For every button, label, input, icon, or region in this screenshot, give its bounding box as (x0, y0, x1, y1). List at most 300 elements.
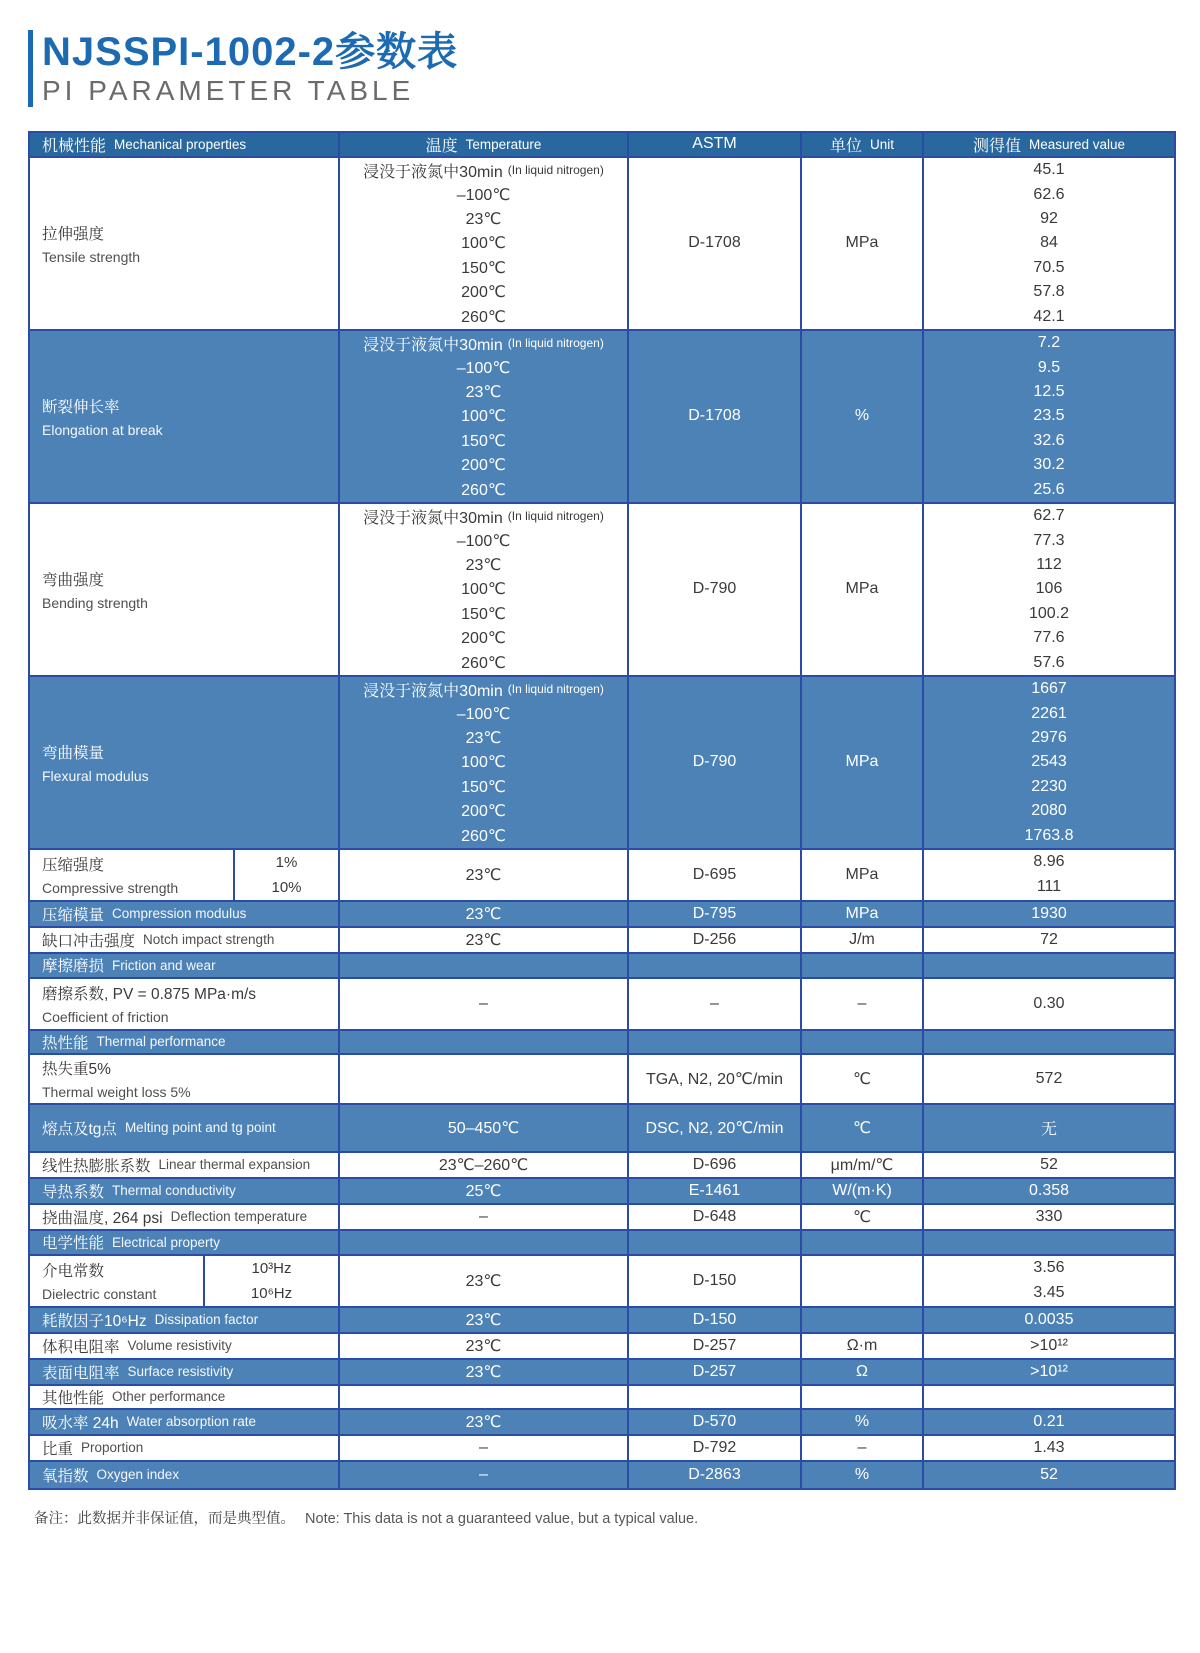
astm-cell (629, 1386, 802, 1408)
table-line: 92 (1040, 210, 1058, 228)
astm-cell (629, 1462, 802, 1488)
table-row (30, 504, 1174, 677)
table-line: –100℃ (456, 359, 511, 377)
property-zh: 断裂伸长率 (42, 398, 120, 416)
table-row (30, 1256, 1174, 1308)
measured-value-cell (924, 1410, 1174, 1434)
measured-value-cell (924, 1256, 1174, 1306)
measured-value: >10¹² (1030, 1362, 1068, 1380)
property-cell (30, 504, 340, 675)
temperature-cell (340, 850, 629, 900)
unit-cell (802, 1436, 924, 1460)
unit-cell (802, 331, 924, 502)
property-cell (30, 850, 340, 900)
property-en: Proportion (81, 1440, 144, 1456)
unit-cell (802, 1308, 924, 1332)
temperature-value: 23℃–260℃ (438, 1156, 529, 1174)
astm-value: – (710, 994, 719, 1012)
title-block (28, 30, 1200, 107)
astm-cell (629, 1031, 802, 1053)
section-label-cell (30, 1386, 340, 1408)
property-cell (30, 1410, 340, 1434)
temperature-value: – (479, 994, 488, 1012)
property-en: Tensile strength (42, 248, 141, 265)
measured-value-cell (924, 1205, 1174, 1229)
property-zh: 挠曲温度, 264 psi (42, 1209, 163, 1227)
table-line: 77.3 (1033, 531, 1065, 549)
table-row (30, 954, 1174, 979)
temperature-cell (340, 954, 629, 977)
measured-value-cell (924, 1179, 1174, 1203)
line-note: (In liquid nitrogen) (507, 509, 604, 524)
line-main: 浸没于液氮中30min (363, 163, 503, 181)
table-line: –100℃ (456, 532, 511, 550)
unit-cell (802, 850, 924, 900)
measured-value: 330 (1035, 1207, 1063, 1225)
table-line: 150℃ (461, 778, 506, 796)
property-cell (30, 1179, 340, 1203)
measured-value-cell (924, 954, 1174, 977)
section-label-cell (30, 1231, 340, 1254)
measured-value-cell (924, 1462, 1174, 1488)
temperature-cell (340, 158, 629, 329)
footer-note (34, 1507, 1200, 1528)
property-en: Notch impact strength (143, 932, 275, 948)
measured-value-cell (924, 850, 1174, 900)
table-row (30, 1436, 1174, 1462)
unit-value: – (857, 1438, 867, 1456)
temperature-lines (340, 158, 627, 329)
table-line: 12.5 (1033, 383, 1065, 401)
header-measured-zh: 测得值 (972, 137, 1021, 155)
measured-value-cell (924, 1436, 1174, 1460)
temperature-value: 23℃ (465, 1413, 502, 1431)
property-en: Thermal conductivity (112, 1183, 236, 1199)
table-line: 200℃ (461, 457, 506, 475)
table-line: 100.2 (1028, 604, 1070, 622)
astm-cell (629, 1231, 802, 1254)
astm-value: TGA, N2, 20℃/min (645, 1070, 784, 1088)
table-header-row (30, 133, 1174, 158)
property-en: Coefficient of friction (42, 1009, 169, 1026)
property-zh: 氧指数 (42, 1467, 89, 1485)
property-cell (30, 979, 340, 1029)
astm-value: D-695 (692, 865, 737, 883)
temperature-cell (340, 677, 629, 848)
temperature-value: 23℃ (465, 905, 502, 923)
property-en: Water absorption rate (126, 1414, 256, 1430)
property-zh: 介电常数 (42, 1263, 105, 1281)
header-temperature-en: Temperature (465, 136, 542, 152)
astm-cell (629, 1055, 802, 1103)
property-en: Linear thermal expansion (158, 1157, 311, 1173)
table-row (30, 158, 1174, 331)
property-zh: 熔点及tg点 (42, 1120, 117, 1138)
astm-value: D-795 (692, 904, 737, 922)
table-line: 106 (1035, 580, 1063, 598)
table-row (30, 979, 1174, 1031)
astm-cell (629, 850, 802, 900)
header-temperature-zh: 温度 (425, 137, 458, 155)
measured-value: 52 (1040, 1155, 1058, 1173)
table-line: 23.5 (1033, 407, 1065, 425)
temperature-cell (340, 1205, 629, 1229)
header-col-unit (802, 133, 924, 156)
measured-value-cell (924, 1308, 1174, 1332)
table-line (340, 158, 627, 182)
table-row (30, 1105, 1174, 1153)
unit-cell (802, 158, 924, 329)
table-line: 260℃ (461, 654, 506, 672)
astm-value: D-792 (692, 1438, 737, 1456)
astm-value: D-150 (692, 1310, 737, 1328)
property-en: Thermal performance (96, 1034, 226, 1050)
line-main: 浸没于液氮中30min (363, 336, 503, 354)
unit-value: MPa (845, 904, 879, 922)
unit-value: Ω·m (846, 1336, 878, 1354)
table-row (30, 850, 1174, 902)
unit-cell (802, 1360, 924, 1384)
table-row (30, 677, 1174, 850)
unit-cell (802, 1410, 924, 1434)
property-cell (30, 1153, 340, 1177)
property-zh: 弯曲模量 (42, 744, 105, 762)
measured-value-cell (924, 158, 1174, 329)
property-cell (30, 331, 340, 502)
measured-value-cell (924, 1031, 1174, 1053)
unit-cell (802, 928, 924, 952)
property-en: Compression modulus (112, 906, 247, 922)
temperature-value: 23℃ (465, 1311, 502, 1329)
measured-value-cell (924, 1153, 1174, 1177)
property-zh: 导热系数 (42, 1183, 105, 1201)
temperature-value: 23℃ (465, 866, 502, 884)
property-cell (30, 1436, 340, 1460)
measured-value: 572 (1035, 1069, 1063, 1087)
property-cell (30, 1462, 340, 1488)
unit-cell (802, 979, 924, 1029)
property-en: Oxygen index (96, 1467, 180, 1483)
property-en: Deflection temperature (170, 1209, 308, 1225)
property-en: Electrical property (112, 1234, 221, 1250)
unit-cell (802, 1334, 924, 1358)
section-label-cell (30, 1031, 340, 1053)
table-row (30, 1231, 1174, 1256)
unit-cell (802, 1462, 924, 1488)
property-cell (30, 677, 340, 848)
measured-lines (924, 158, 1174, 329)
measured-value-cell (924, 1334, 1174, 1358)
temperature-value: 25℃ (465, 1182, 502, 1200)
footer-note-en: Note: This data is not a guaranteed value, but a typical value. (305, 1510, 699, 1527)
temperature-cell (340, 1031, 629, 1053)
astm-value: D-696 (692, 1155, 737, 1173)
table-line: 32.6 (1033, 431, 1065, 449)
line-main: 浸没于液氮中30min (363, 682, 503, 700)
property-en: Dissipation factor (154, 1312, 259, 1328)
property-cell (30, 158, 340, 329)
header-astm-label: ASTM (692, 135, 737, 153)
header-col-measured (924, 133, 1174, 156)
table-line: 77.6 (1033, 629, 1065, 647)
temperature-value: – (479, 1207, 488, 1225)
unit-value: μm/m/℃ (830, 1156, 894, 1174)
property-en: Friction and wear (112, 957, 216, 973)
unit-value: MPa (845, 753, 879, 771)
property-zh: 弯曲强度 (42, 571, 105, 589)
unit-cell (802, 1256, 924, 1306)
unit-cell (802, 1205, 924, 1229)
measured-value-cell (924, 979, 1174, 1029)
temperature-cell (340, 1055, 629, 1103)
table-line: 111 (1036, 878, 1062, 896)
property-cell (30, 1308, 340, 1332)
measured-lines (924, 1256, 1174, 1306)
table-row (30, 1308, 1174, 1334)
unit-cell (802, 1105, 924, 1151)
unit-cell (802, 1386, 924, 1408)
table-line: 23℃ (465, 730, 502, 748)
table-line: 260℃ (461, 481, 506, 499)
table-line: 57.8 (1033, 283, 1065, 301)
astm-value: D-2863 (688, 1465, 741, 1483)
property-zh: 压缩强度 (42, 857, 105, 875)
temperature-cell (340, 1105, 629, 1151)
astm-value: E-1461 (688, 1181, 741, 1199)
temperature-lines (340, 677, 627, 848)
table-line: 84 (1040, 234, 1058, 252)
astm-value: D-790 (692, 753, 737, 771)
unit-cell (802, 504, 924, 675)
temperature-cell (340, 1436, 629, 1460)
table-line: –100℃ (456, 705, 511, 723)
table-line: 23℃ (465, 557, 502, 575)
temperature-value: 23℃ (465, 931, 502, 949)
header-mechanical-zh: 机械性能 (42, 137, 107, 155)
table-line: 2261 (1031, 704, 1067, 722)
temperature-cell (340, 1334, 629, 1358)
property-zh: 耗散因子10⁶Hz (42, 1312, 147, 1330)
table-line: 150℃ (461, 259, 506, 277)
temperature-value: – (479, 1465, 488, 1483)
temperature-cell (340, 902, 629, 926)
table-line: 260℃ (461, 827, 506, 845)
property-zh: 摩擦磨损 (42, 958, 105, 976)
temperature-value: 23℃ (465, 1272, 502, 1290)
line-main: 浸没于液氮中30min (363, 509, 503, 527)
table-line: 260℃ (461, 308, 506, 326)
header-unit-en: Unit (870, 136, 895, 152)
property-zh: 吸水率 24h (42, 1414, 119, 1432)
property-zh: 热性能 (42, 1034, 89, 1052)
header-mechanical-en: Mechanical properties (114, 136, 247, 152)
measured-value-cell (924, 1386, 1174, 1408)
header-col-mechanical (30, 133, 340, 156)
measured-lines (924, 677, 1174, 848)
table-line (340, 504, 627, 528)
table-line: 3.56 (1033, 1259, 1065, 1277)
line-note: (In liquid nitrogen) (507, 336, 604, 351)
measured-lines (924, 850, 1174, 900)
measured-value-cell (924, 928, 1174, 952)
astm-value: DSC, N2, 20℃/min (645, 1119, 784, 1137)
header-unit-zh: 单位 (829, 137, 862, 155)
temperature-cell (340, 1179, 629, 1203)
astm-cell (629, 902, 802, 926)
unit-cell (802, 1055, 924, 1103)
unit-value: ℃ (853, 1119, 871, 1137)
temperature-value: – (479, 1438, 488, 1456)
measured-value: 0.358 (1028, 1181, 1070, 1199)
sub-column (203, 1256, 338, 1306)
astm-value: D-257 (692, 1362, 737, 1380)
measured-value-cell (924, 504, 1174, 675)
header-col-temperature (340, 133, 629, 156)
table-row (30, 1334, 1174, 1360)
astm-cell (629, 1410, 802, 1434)
page-title: NJSSPI-1002-2参数表 (42, 30, 459, 74)
property-zh: 热失重5% (42, 1061, 111, 1079)
property-en: Elongation at break (42, 421, 163, 438)
temperature-cell (340, 1308, 629, 1332)
table-line: 42.1 (1033, 307, 1065, 325)
temperature-cell (340, 1462, 629, 1488)
property-zh: 拉伸强度 (42, 225, 105, 243)
property-en: Other performance (112, 1389, 226, 1405)
table-line: 57.6 (1033, 653, 1065, 671)
unit-cell (802, 1153, 924, 1177)
property-cell (30, 1105, 340, 1151)
measured-value-cell (924, 1105, 1174, 1151)
sub-condition: 10% (271, 878, 302, 896)
temperature-cell (340, 331, 629, 502)
table-line: 200℃ (461, 803, 506, 821)
property-en: Flexural modulus (42, 767, 149, 784)
unit-value: – (857, 994, 867, 1012)
property-zh: 其他性能 (42, 1389, 105, 1407)
table-line: –100℃ (456, 186, 511, 204)
property-cell (30, 1205, 340, 1229)
table-row (30, 1031, 1174, 1055)
table-line: 23℃ (465, 211, 502, 229)
unit-value: MPa (845, 234, 879, 252)
property-en: Melting point and tg point (124, 1120, 276, 1136)
table-line: 1667 (1031, 680, 1067, 698)
unit-cell (802, 1031, 924, 1053)
table-line (340, 331, 627, 355)
line-note: (In liquid nitrogen) (507, 163, 604, 178)
table-row (30, 1462, 1174, 1488)
table-line: 100℃ (461, 235, 506, 253)
astm-cell (629, 979, 802, 1029)
measured-value: 0.0035 (1024, 1310, 1074, 1328)
astm-value: D-150 (692, 1271, 737, 1289)
astm-cell (629, 1105, 802, 1151)
table-line: 2976 (1031, 729, 1067, 747)
temperature-cell (340, 1153, 629, 1177)
property-label (30, 850, 233, 900)
property-en: Volume resistivity (127, 1338, 232, 1354)
unit-value: Ω (856, 1362, 868, 1380)
table-line: 2080 (1031, 802, 1067, 820)
measured-value: 1930 (1031, 904, 1067, 922)
unit-cell (802, 902, 924, 926)
temperature-cell (340, 1360, 629, 1384)
unit-cell (802, 1179, 924, 1203)
table-line: 1763.8 (1024, 826, 1074, 844)
footer-note-zh: 备注：此数据并非保证值，而是典型值。 (34, 1510, 295, 1527)
table-line: 200℃ (461, 630, 506, 648)
table-row (30, 1360, 1174, 1386)
temperature-cell (340, 504, 629, 675)
property-cell (30, 1360, 340, 1384)
measured-value-cell (924, 677, 1174, 848)
table-line: 3.45 (1033, 1284, 1065, 1302)
property-zh: 线性热膨胀系数 (42, 1157, 151, 1175)
measured-lines (924, 331, 1174, 502)
astm-cell (629, 158, 802, 329)
property-cell (30, 1334, 340, 1358)
table-line: 100℃ (461, 581, 506, 599)
property-cell (30, 1055, 340, 1103)
measured-value: 无 (1040, 1121, 1057, 1139)
unit-cell (802, 954, 924, 977)
page-subtitle: PI PARAMETER TABLE (42, 74, 415, 106)
property-zh: 比重 (42, 1440, 74, 1458)
table-line: 23℃ (465, 384, 502, 402)
astm-value: D-570 (692, 1412, 737, 1430)
astm-cell (629, 1308, 802, 1332)
table-line: 70.5 (1033, 258, 1065, 276)
astm-cell (629, 1436, 802, 1460)
temperature-value: 50–450℃ (447, 1119, 520, 1137)
table-line: 150℃ (461, 432, 506, 450)
sub-column (233, 850, 338, 900)
property-zh: 表面电阻率 (42, 1364, 120, 1382)
temperature-cell (340, 1386, 629, 1408)
measured-value-cell (924, 1055, 1174, 1103)
measured-value: 52 (1040, 1465, 1058, 1483)
property-cell (30, 1256, 340, 1306)
property-cell (30, 928, 340, 952)
unit-cell (802, 1231, 924, 1254)
unit-cell (802, 677, 924, 848)
unit-value: W/(m·K) (832, 1181, 892, 1199)
measured-value: 0.30 (1033, 994, 1065, 1012)
astm-value: D-256 (692, 930, 737, 948)
property-label (30, 1256, 203, 1306)
section-label-cell (30, 954, 340, 977)
astm-value: D-1708 (688, 234, 741, 252)
table-row (30, 1055, 1174, 1105)
table-row (30, 1410, 1174, 1436)
temperature-lines (340, 504, 627, 675)
table-line: 45.1 (1033, 161, 1065, 179)
table-row (30, 902, 1174, 928)
sub-condition: 10⁶Hz (250, 1284, 293, 1302)
table-line: 9.5 (1037, 358, 1061, 376)
astm-cell (629, 1360, 802, 1384)
property-zh: 压缩模量 (42, 906, 105, 924)
astm-cell (629, 504, 802, 675)
property-en: Compressive strength (42, 880, 179, 897)
temperature-cell (340, 1256, 629, 1306)
property-cell (30, 902, 340, 926)
property-en: Bending strength (42, 594, 148, 611)
unit-value: J/m (849, 930, 875, 948)
astm-value: D-257 (692, 1336, 737, 1354)
unit-value: % (854, 1412, 870, 1430)
